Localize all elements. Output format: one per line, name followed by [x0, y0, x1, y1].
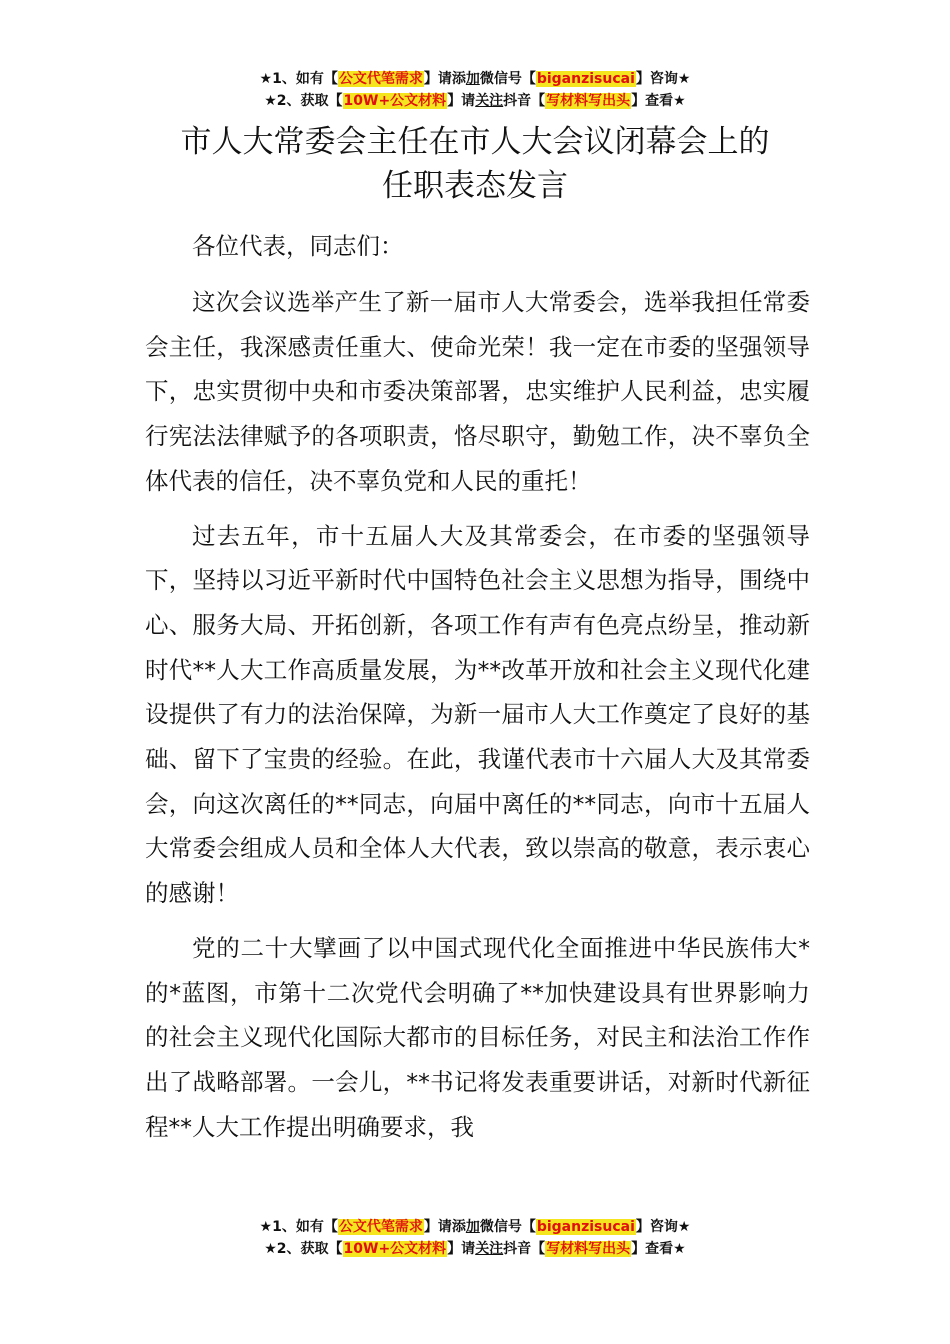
promo-highlight: 公文代笔需求 — [338, 71, 423, 87]
promo-wechat-id: biganzisucai — [536, 1219, 635, 1235]
promo-line-2: ★2、获取【10W+公文材料】请关注抖音【写材料写出头】查看★ — [264, 93, 686, 109]
promo-line-2: ★2、获取【10W+公文材料】请关注抖音【写材料写出头】查看★ — [264, 1241, 686, 1257]
title-line-2: 任职表态发言 — [382, 168, 568, 204]
promo-douyin-account: 写材料写出头 — [546, 1241, 631, 1257]
promo-highlight: 公文代笔需求 — [338, 1219, 423, 1235]
salutation: 各位代表，同志们： — [192, 232, 404, 260]
promo-banner-bottom — [0, 1216, 950, 1260]
document-title — [0, 120, 950, 208]
paragraph: 过去五年，市十五届人大及其常委会，在市委的坚强领导下，坚持以习近平新时代中国特色社会主义思想为指导，围绕中心、服务大局、开拓创新，各项工作有声有色亮点纷呈，推动新时代**人大工作高质量发展，为**改革开放和社会主义现代化建设提供了有力的法治保障，为新一届市人大工作奠定了良好的基础、留下了宝贵的经验。在此，我谨代表市十六届人大及其常委会，向这次离任的**同志，向届中离任的**同志，向市十五届人大常委会组成人员和全体人大代表，致以崇高的敬意，表示衷心的感谢！ — [145, 521, 810, 908]
promo-highlight: 10W+公文材料 — [343, 1241, 447, 1257]
promo-douyin-account: 写材料写出头 — [546, 93, 631, 109]
document-body — [145, 224, 810, 1159]
promo-highlight: 10W+公文材料 — [343, 93, 447, 109]
promo-banner-top — [0, 68, 950, 112]
promo-line-1: ★1、如有【公文代笔需求】请添加微信号【biganzisucai】咨询★ — [259, 71, 691, 87]
paragraph: 这次会议选举产生了新一届市人大常委会，选举我担任常委会主任，我深感责任重大、使命光荣！我一定在市委的坚强领导下，忠实贯彻中央和市委决策部署，忠实维护人民利益，忠实履行宪法法律赋予的各项职责，恪尽职守，勤勉工作，决不辜负全体代表的信任，决不辜负党和人民的重托！ — [145, 288, 810, 495]
paragraph: 党的二十大擘画了以中国式现代化全面推进中华民族伟大*的*蓝图，市第十二次党代会明确了**加快建设具有世界影响力的社会主义现代化国际大都市的目标任务，对民主和法治工作作出了战略部署。一会儿，**书记将发表重要讲话，对新时代新征程**人大工作提出明确要求，我 — [145, 933, 810, 1141]
title-line-1: 市人大常委会主任在市人大会议闭幕会上的 — [180, 124, 770, 160]
promo-wechat-id: biganzisucai — [536, 71, 635, 87]
promo-line-1: ★1、如有【公文代笔需求】请添加微信号【biganzisucai】咨询★ — [259, 1219, 691, 1235]
